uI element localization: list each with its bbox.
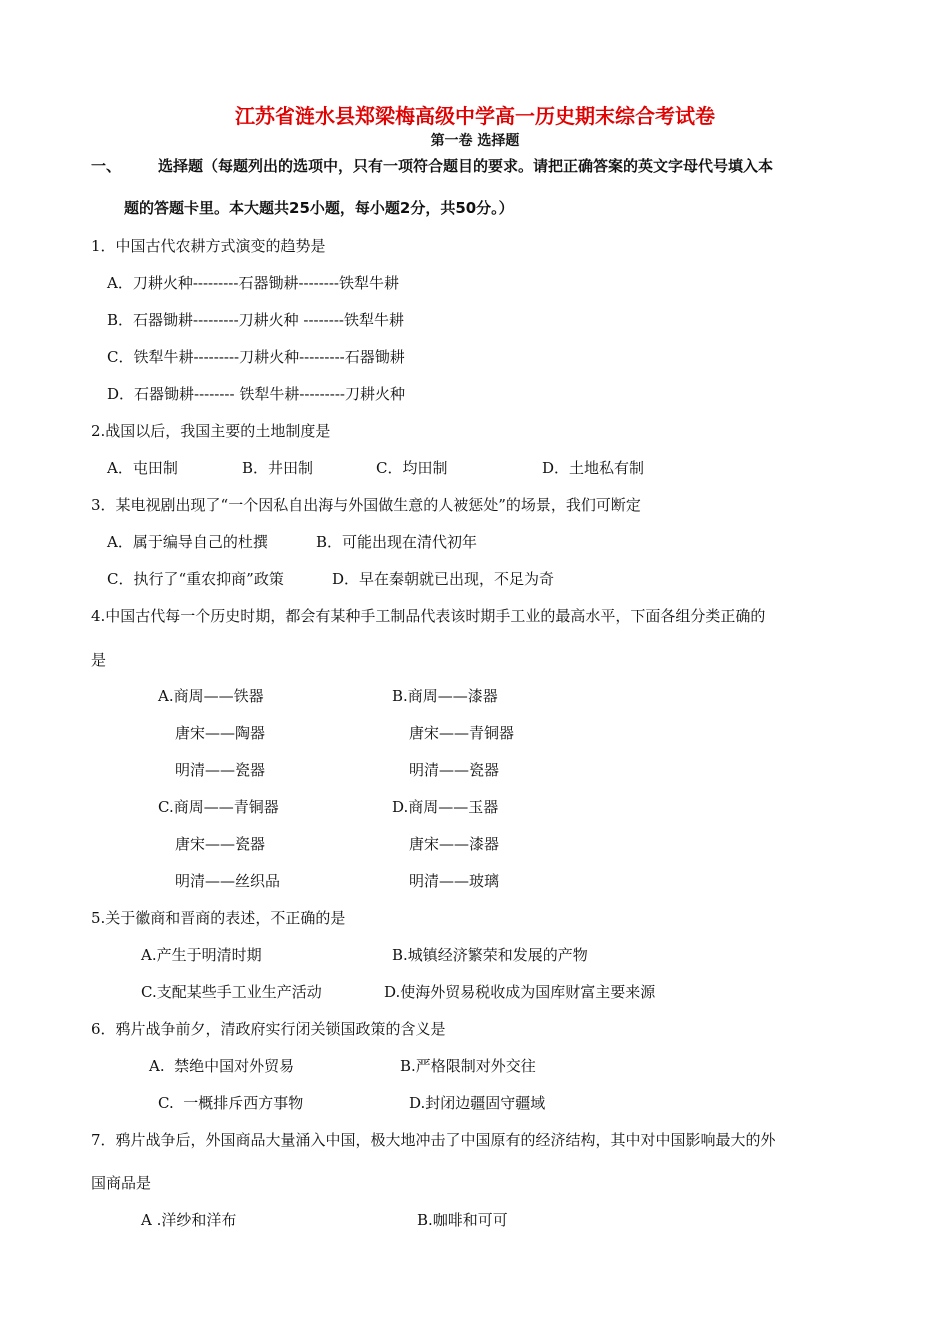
exam-title: 江苏省涟水县郑梁梅高级中学高一历史期末综合考试卷 xyxy=(235,104,715,128)
question-4-option-b-2: 唐宋——青铜器 xyxy=(409,724,515,742)
question-6-option-a: A. 禁绝中国对外贸易 xyxy=(149,1057,295,1075)
question-4-option-a-2: 唐宋——陶器 xyxy=(175,724,266,742)
question-4-option-d-1: D.商周——玉器 xyxy=(392,798,499,816)
section-number: 一、 xyxy=(91,157,122,175)
question-1-option-c: C．铁犁牛耕---------刀耕火种---------石器锄耕 xyxy=(107,348,405,366)
section-instructions-line1: 选择题（每题列出的选项中，只有一项符合题目的要求。请把正确答案的英文字母代号填入本 xyxy=(158,157,774,175)
question-4-option-d-2: 唐宋——漆器 xyxy=(409,835,500,853)
question-4-option-c-3: 明清——丝织品 xyxy=(175,872,281,890)
question-5-option-a: A.产生于明清时期 xyxy=(141,946,262,964)
question-6-stem: 6．鸦片战争前夕，清政府实行闭关锁国政策的含义是 xyxy=(91,1020,446,1038)
question-5-option-c: C.支配某些手工业生产活动 xyxy=(141,983,322,1001)
question-1-stem: 1．中国古代农耕方式演变的趋势是 xyxy=(91,237,326,255)
question-4-option-b-1: B.商周——漆器 xyxy=(392,687,498,705)
question-7-option-a: A .洋纱和洋布 xyxy=(141,1211,237,1229)
question-7-stem: 7．鸦片战争后，外国商品大量涌入中国，极大地冲击了中国原有的经济结构，其中对中国影响最大的外 xyxy=(91,1131,776,1149)
question-1-option-a: A．刀耕火种---------石器锄耕--------铁犁牛耕 xyxy=(107,274,399,292)
question-4-option-c-1: C.商周——青铜器 xyxy=(158,798,279,816)
question-4-stem: 4.中国古代每一个历史时期，都会有某种手工制品代表该时期手工业的最高水平，下面各组分类正确的 xyxy=(91,607,766,625)
question-2-option-d: D．土地私有制 xyxy=(542,459,645,477)
question-1-option-d: D．石器锄耕-------- 铁犁牛耕---------刀耕火种 xyxy=(107,385,405,403)
question-4-option-a-3: 明清——瓷器 xyxy=(175,761,266,779)
question-1-option-b: B．石器锄耕---------刀耕火种 --------铁犁牛耕 xyxy=(107,311,404,329)
question-7-stem-cont: 国商品是 xyxy=(91,1174,152,1192)
question-7-option-b: B.咖啡和可可 xyxy=(417,1211,508,1229)
question-5-stem: 5.关于徽商和晋商的表述，不正确的是 xyxy=(91,909,346,927)
question-4-option-c-2: 唐宋——瓷器 xyxy=(175,835,266,853)
question-3-option-d: D．早在秦朝就已出现，不足为奇 xyxy=(332,570,555,588)
question-3-option-a: A．属于编导自己的杜撰 xyxy=(107,533,268,551)
question-4-option-b-3: 明清——瓷器 xyxy=(409,761,500,779)
question-2-stem: 2.战国以后，我国主要的土地制度是 xyxy=(91,422,331,440)
question-4-stem-cont: 是 xyxy=(91,651,107,669)
question-2-option-b: B．井田制 xyxy=(242,459,314,477)
question-4-option-a-1: A.商周——铁器 xyxy=(158,687,264,705)
question-3-option-b: B．可能出现在清代初年 xyxy=(316,533,478,551)
question-6-option-d: D.封闭边疆固守疆域 xyxy=(409,1094,546,1112)
question-3-option-c: C．执行了“重农抑商”政策 xyxy=(107,570,284,588)
question-2-option-c: C．均田制 xyxy=(376,459,448,477)
section-subtitle: 第一卷 选择题 xyxy=(430,133,520,149)
question-3-stem: 3．某电视剧出现了“一个因私自出海与外国做生意的人被惩处”的场景，我们可断定 xyxy=(91,496,641,514)
question-6-option-c: C. 一概排斥西方事物 xyxy=(158,1094,304,1112)
question-2-option-a: A．屯田制 xyxy=(107,459,178,477)
question-4-option-d-3: 明清——玻璃 xyxy=(409,872,500,890)
section-instructions-line2: 题的答题卡里。本大题共25小题，每小题2分，共50分。） xyxy=(124,199,514,217)
question-5-option-d: D.使海外贸易税收成为国库财富主要来源 xyxy=(384,983,656,1001)
question-5-option-b: B.城镇经济繁荣和发展的产物 xyxy=(392,946,588,964)
question-6-option-b: B.严格限制对外交往 xyxy=(400,1057,536,1075)
